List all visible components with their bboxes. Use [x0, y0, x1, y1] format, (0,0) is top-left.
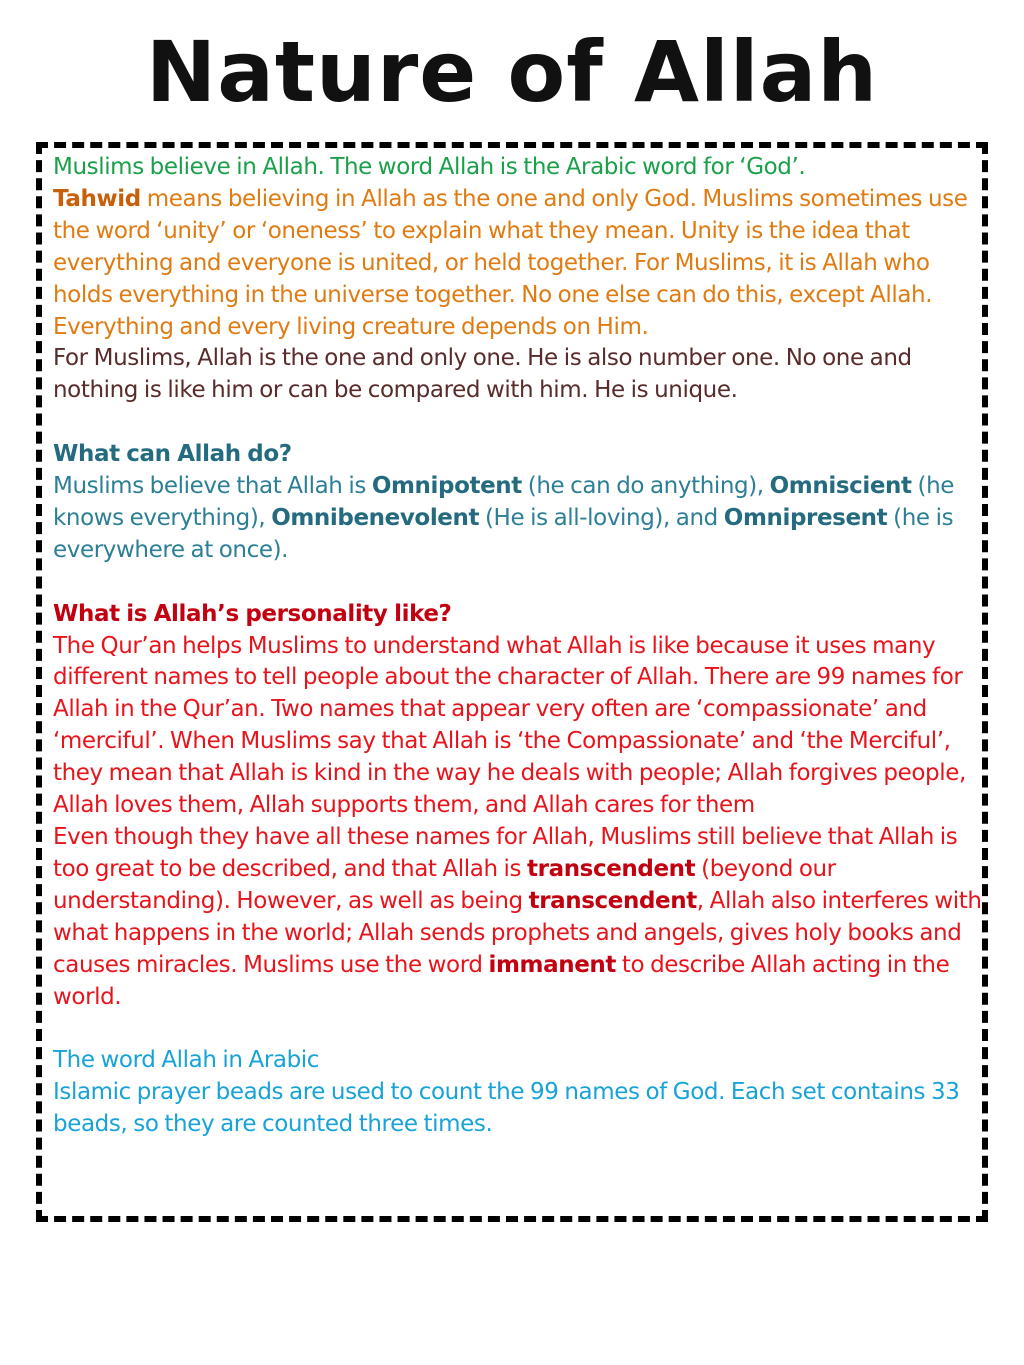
term-omnipresent: Omnipresent — [723, 504, 888, 531]
para2-part-c: , Allah also interferes with what happens in the world; Allah sends prophets and angels, gives holy books and causes miracles. Muslims use the word — [53, 887, 982, 978]
def-omniscient: (he knows everything), — [53, 473, 955, 531]
tahwid-term: Tahwid — [53, 185, 141, 212]
def-omnipotent: (he can do anything), — [521, 473, 770, 500]
spacer — [53, 567, 983, 599]
tahwid-text: means believing in Allah as the one and only God. Muslims sometimes use the word ‘unity’ or ‘oneness’ to explain what they mean. Unity is the idea that everything and everyone is united, or held together. For Muslims, it is Allah who holds everything in the universe together. No one else can do this, except Allah. Everything and every living creature depends on Him. — [53, 185, 968, 340]
term-immanent: immanent — [488, 951, 616, 978]
para2-part-a: Even though they have all these names for Allah, Muslims still believe that Allah is too great to be described, and that Allah is — [53, 824, 958, 882]
term-omnipotent: Omnipotent — [371, 473, 522, 500]
def-omnibenevolent: (He is all-loving), and — [479, 504, 724, 531]
term-omnibenevolent: Omnibenevolent — [271, 504, 480, 531]
intro-line: Muslims believe in Allah. The word Allah is the Arabic word for ‘God’. — [53, 154, 806, 180]
para2-part-d: to describe Allah acting in the world. — [53, 951, 950, 1010]
spacer — [53, 1013, 983, 1045]
can-do-paragraph — [53, 471, 983, 567]
para2-part-b: (beyond our understanding). However, as well as being — [53, 855, 836, 914]
personality-paragraph-1: The Qur’an helps Muslims to understand what Allah is like because it uses many different names to tell people about the character of Allah. There are 99 names for Allah in the Qur’an. Two names that appear very often are ‘compassionate’ and ‘merciful’. When Muslims say that Allah is ‘the Compassionate’ and ‘the Merciful’, they mean that Allah is kind in the way he deals with people; Allah forgives people, Allah loves them, Allah supports them, and Allah cares for them — [53, 632, 966, 819]
personality-paragraph-2 — [53, 822, 983, 1013]
content-body — [53, 152, 983, 1141]
term-transcendent-2: transcendent — [528, 887, 697, 914]
term-transcendent-1: transcendent — [527, 855, 696, 882]
personality-heading — [53, 599, 983, 631]
can-do-lead: Muslims believe that Allah is — [53, 473, 372, 500]
arabic-caption: The word Allah in Arabic — [53, 1047, 320, 1074]
prayer-beads-paragraph: Islamic prayer beads are used to count the 99 names of God. Each set contains 33 beads, so they are counted three times. — [53, 1079, 960, 1138]
def-omnipresent: (he is everywhere at once). — [53, 504, 954, 563]
term-omniscient: Omniscient — [769, 473, 912, 500]
can-do-heading — [53, 439, 983, 471]
oneness-paragraph: For Muslims, Allah is the one and only one. He is also number one. No one and nothing is like him or can be compared with him. He is unique. — [53, 345, 912, 404]
can-do-heading-text: What can Allah do? — [53, 441, 292, 468]
page-title: Nature of Allah — [145, 23, 879, 121]
personality-heading-text: What is Allah’s personality like? — [53, 600, 452, 627]
spacer — [53, 407, 983, 439]
tahwid-paragraph — [53, 184, 983, 344]
